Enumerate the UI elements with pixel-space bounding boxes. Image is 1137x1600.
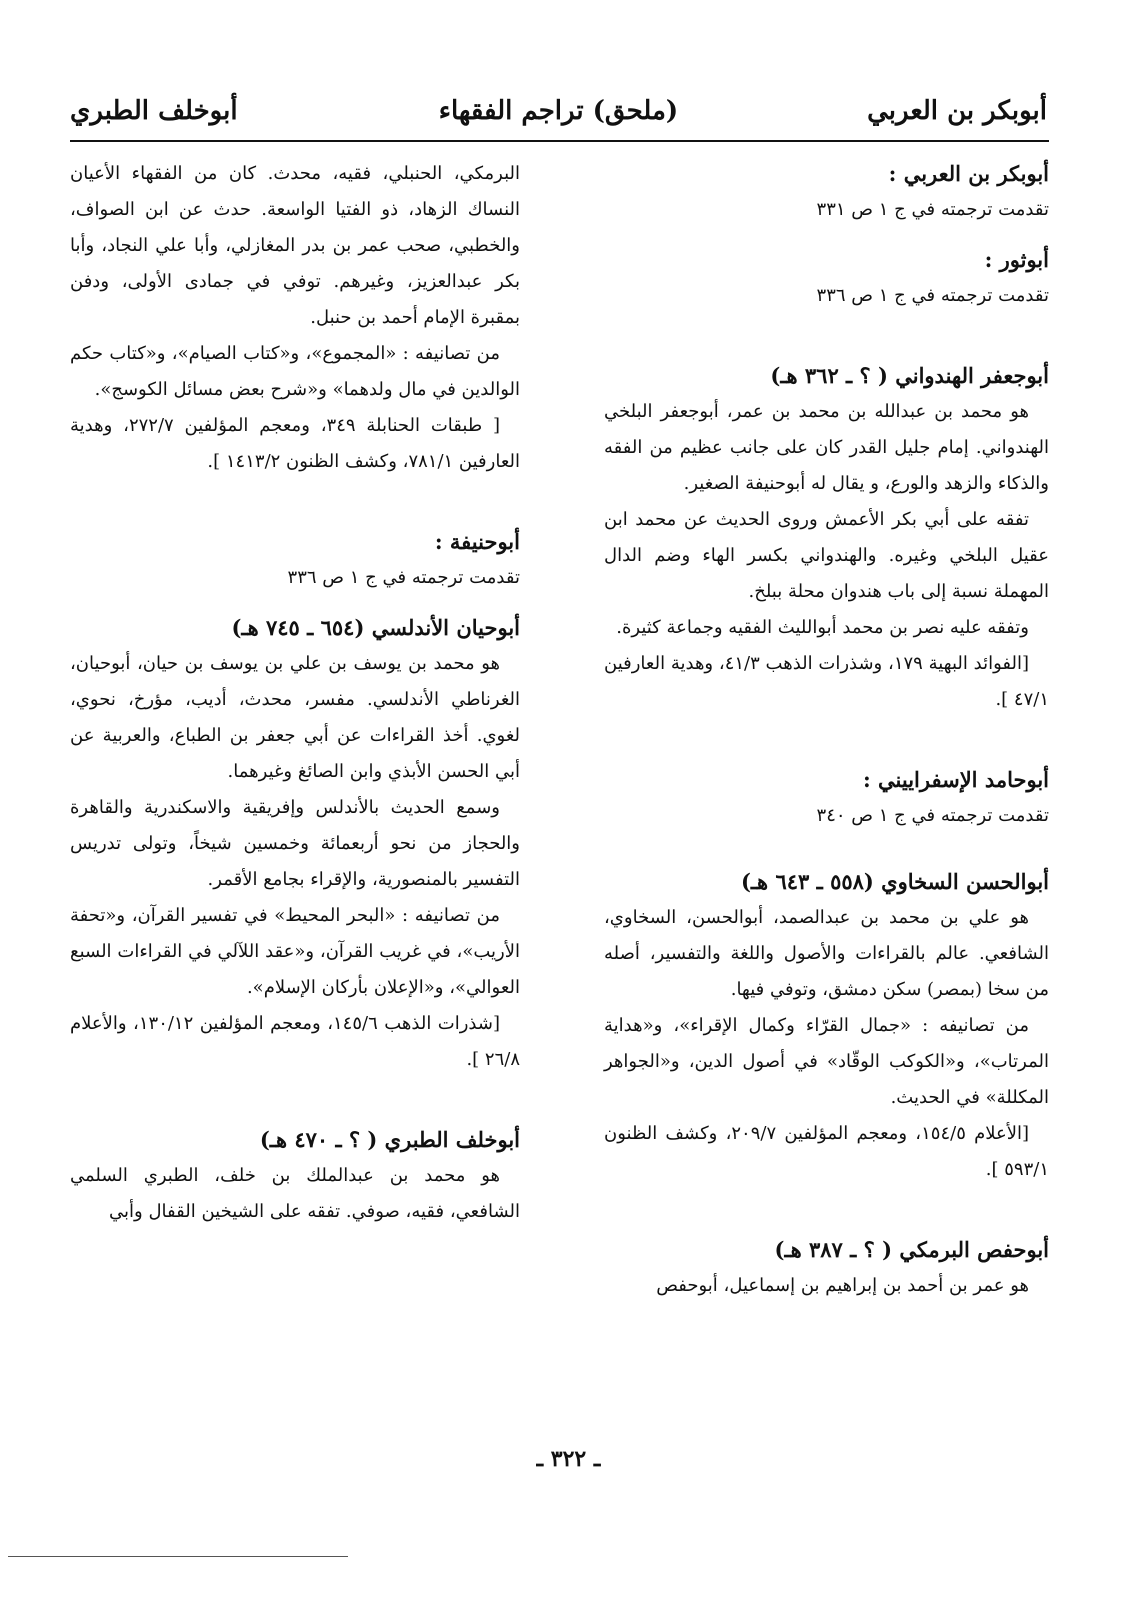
entry-abu-bakr-ibn-al-arabi <box>604 156 1049 228</box>
entry-paragraph: وسمع الحديث بالأندلس وإفريقية والاسكندرية والقاهرة والحجاز من نحو أربعمائة وخمسين شيخاً، وتولى تدريس التفسير بالمنصورية، والإقراء بجامع الأقمر. <box>70 797 520 890</box>
entry-abu-hanifa <box>70 524 520 596</box>
entry-abu-al-hasan-al-sakhawi <box>604 864 1049 1188</box>
scan-edge-line <box>8 1556 348 1557</box>
entry-title: أبوالحسن السخاوي (٥٥٨ ـ ٦٤٣ هـ) <box>740 869 1049 894</box>
entry-sources: [الأعلام ١٥٤/٥، ومعجم المؤلفين ٢٠٩/٧، وكشف الظنون ٥٩٣/١ ]. <box>604 1123 1049 1180</box>
entry-title: أبوبكر بن العربي : <box>888 161 1049 186</box>
entry-title: أبوثور : <box>984 247 1049 272</box>
entry-paragraph: وتفقه عليه نصر بن محمد أبوالليث الفقيه وجماعة كثيرة. <box>616 617 1029 638</box>
page-number: ـ ٣٢٢ ـ <box>536 1446 601 1472</box>
entry-reference: تقدمت ترجمته في ج ١ ص ٣٤٠ <box>816 805 1049 826</box>
entry-reference: تقدمت ترجمته في ج ١ ص ٣٣٦ <box>287 567 520 588</box>
entry-title: أبوحنيفة : <box>434 529 520 554</box>
entry-title: أبوحفص البرمكي ( ؟ ـ ٣٨٧ هـ) <box>774 1237 1049 1262</box>
header-left-title: أبوخلف الطبري <box>70 96 238 126</box>
entry-abu-hamid-al-isfarayini <box>604 762 1049 834</box>
entry-paragraph: هو محمد بن عبدالملك بن خلف، الطبري السلمي الشافعي، فقيه، صوفي. تفقه على الشيخين القفال وأبي <box>70 1165 520 1222</box>
entry-paragraph: من تصانيفه : «المجموع»، و«كتاب الصيام»، و«كتاب حكم الوالدين في مال ولدهما» و«شرح بعض مسائل الكوسج». <box>70 343 520 400</box>
entry-title: أبوخلف الطبري ( ؟ ـ ٤٧٠ هـ) <box>259 1127 520 1152</box>
entry-abu-thawr <box>604 242 1049 314</box>
entry-sources: [شذرات الذهب ١٤٥/٦، ومعجم المؤلفين ١٣٠/١٢، والأعلام ٢٦/٨ ]. <box>70 1013 520 1070</box>
entry-sources: [الفوائد البهية ١٧٩، وشذرات الذهب ٤١/٣، وهدية العارفين ٤٧/١ ]. <box>604 653 1049 710</box>
entry-abu-hafs-al-barmaki <box>604 1232 1049 1304</box>
header-center-title: (ملحق) تراجم الفقهاء <box>438 96 679 126</box>
entry-paragraph: هو عمر بن أحمد بن إبراهيم بن إسماعيل، أبوحفص <box>656 1275 1029 1296</box>
entry-paragraph: تفقه على أبي بكر الأعمش وروى الحديث عن محمد ابن عقيل البلخي وغيره. والهندواني بكسر الهاء وضم الدال المهملة نسبة إلى باب هندوان محلة ببلخ. <box>604 509 1049 602</box>
entry-abu-jafar-al-hindawani <box>604 358 1049 718</box>
entry-title: أبوجعفر الهندواني ( ؟ ـ ٣٦٢ هـ) <box>770 363 1049 388</box>
entry-reference: تقدمت ترجمته في ج ١ ص ٣٣١ <box>816 199 1049 220</box>
running-header <box>70 96 1047 140</box>
entry-paragraph: من تصانيفه : «جمال القرّاء وكمال الإقراء»، و«هداية المرتاب»، و«الكوكب الوقّاد» في أصول الدين، و«الجواهر المكللة» في الحديث. <box>604 1015 1049 1108</box>
entry-abu-hafs-continued <box>70 156 520 480</box>
left-column <box>70 156 520 1230</box>
entry-reference: تقدمت ترجمته في ج ١ ص ٣٣٦ <box>816 285 1049 306</box>
entry-paragraph: هو محمد بن يوسف بن علي بن يوسف بن حيان، أبوحيان، الغرناطي الأندلسي. مفسر، محدث، أديب، مؤرخ، نحوي، لغوي. أخذ القراءات عن أبي جعفر بن الطباع، والعربية عن أبي الحسن الأبذي وابن الصائغ وغيرهما. <box>70 653 520 782</box>
entry-sources: [ طبقات الحنابلة ٣٤٩، ومعجم المؤلفين ٢٧٢/٧، وهدية العارفين ٧٨١/١، وكشف الظنون ١٤١٣/٢ ]. <box>70 415 520 472</box>
entry-paragraph: من تصانيفه : «البحر المحيط» في تفسير القرآن، و«تحفة الأريب»، في غريب القرآن، و«عقد اللآلي في القراءات السبع العوالي»، و«الإعلان بأركان الإسلام». <box>70 905 520 998</box>
entry-title: أبوحيان الأندلسي (٦٥٤ ـ ٧٤٥ هـ) <box>231 615 520 640</box>
entry-title: أبوحامد الإسفراييني : <box>862 767 1049 792</box>
right-column <box>604 156 1049 1304</box>
header-rule <box>70 140 1049 142</box>
entry-paragraph: البرمكي، الحنبلي، فقيه، محدث. كان من الفقهاء الأعيان النساك الزهاد، ذو الفتيا الواسعة. حدث عن ابن الصواف، والخطبي، صحب عمر بن بدر المغازلي، وأبا علي النجاد، وأبا بكر عبدالعزيز، وغيرهم. توفي في جمادى الأولى، ودفن بمقبرة الإمام أحمد بن حنبل. <box>70 163 520 328</box>
entry-paragraph: هو علي بن محمد بن عبدالصمد، أبوالحسن، السخاوي، الشافعي. عالم بالقراءات والأصول واللغة والتفسير، أصله من سخا (بمصر) سكن دمشق، وتوفي فيها. <box>604 907 1049 1000</box>
entry-paragraph: هو محمد بن عبدالله بن محمد بن عمر، أبوجعفر البلخي الهندواني. إمام جليل القدر كان على جانب عظيم من الفقه والذكاء والزهد والورع، و يقال له أبوحنيفة الصغير. <box>604 401 1049 494</box>
header-right-title: أبوبكر بن العربي <box>867 96 1047 126</box>
entry-abu-hayyan-al-andalusi <box>70 610 520 1078</box>
entry-abu-khalaf-al-tabari <box>70 1122 520 1230</box>
